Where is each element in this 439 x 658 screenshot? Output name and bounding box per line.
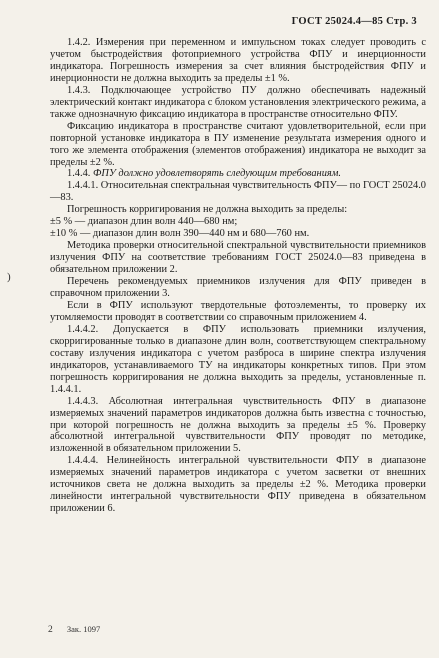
paragraph-1-4-4-4: 1.4.4.4. Нелинейность интегральной чувствительности ФПУ в диапазоне измеряемых значений параметров индикатора с учетом засветки от внешних источников света не должна выходить за пределы ±2 %. Методика проверки линейности интегральной чувствительности ФПУ приведена в обязательном приложении 6. bbox=[50, 455, 426, 515]
range-item-1: ±5 % — диапазон длин волн 440—680 нм; bbox=[50, 216, 238, 228]
margin-mark: ) bbox=[7, 271, 11, 283]
range-item-2: ±10 % — диапазон длин волн 390—440 нм и 680—760 нм. bbox=[50, 228, 310, 240]
document-body bbox=[50, 37, 426, 515]
paragraph-1-4-4-3: 1.4.4.3. Абсолютная интегральная чувствительность ФПУ в диапазоне измеряемых значений параметров индикаторов должна быть известна с точностью, при которой погрешность не должна выходить за пределы ±5 %. Проверку абсолютной интегральной чувствительности ФПУ проводят по методике, изложенной в обязательном приложении 5. bbox=[50, 395, 426, 455]
paragraph-1-4-4-1: 1.4.4.1. Относительная спектральная чувствительность ФПУ— по ГОСТ 25024.0—83. bbox=[50, 180, 427, 204]
paragraph-fixation: Фиксацию индикатора в пространстве считают удовлетворительной, если при повторной установке индикатора в ПУ изменение результата измерения одного и того же элемента отображения (элементов отображения) индикатора не выходит за пределы ±2 %. bbox=[50, 120, 426, 168]
running-head: ГОСТ 25024.4—85 Стр. 3 bbox=[291, 16, 417, 27]
paragraph-receivers-list: Перечень рекомендуемых приемников излучения для ФПУ приведен в справочном приложении 3. bbox=[50, 276, 426, 300]
footer-order-number: Зак. 1097 bbox=[66, 624, 101, 634]
paragraph-correction-limits: Погрешность корригирования не должна выходить за пределы: bbox=[67, 204, 348, 216]
paragraph-method-check: Методика проверки относительной спектральной чувствительности приемников излучения ФПУ на соответствие требованиям ГОСТ 25024.0—83 приведена в обязательном приложении 2. bbox=[50, 240, 426, 276]
page-footer bbox=[48, 624, 100, 635]
paragraph-1-4-4-2: 1.4.4.2. Допускается в ФПУ использовать приемники излучения, скорригированные только в диапазоне длин волн, соответствующем спектральному составу излучения индикатора с учетом разброса в ширине спектра излучения индикаторов, устанавливаемого ТУ на индикаторы конкретных типов. При этом погрешность корригирования не должна выходить за пределы, установленные п. 1.4.4.1. bbox=[50, 323, 426, 395]
footer-page-number: 2 bbox=[48, 625, 53, 635]
paragraph-photocells: Если в ФПУ используют твердотельные фотоэлементы, то проверку их утомляемости проводят в соответствии со справочным приложением 4. bbox=[50, 299, 426, 323]
paragraph-1-4-4-italic: ФПУ должно удовлетворять следующим требованиям. bbox=[92, 168, 341, 180]
paragraph-1-4-3: 1.4.3. Подключающее устройство ПУ должно обеспечивать надежный электрический контакт индикатора с блоком установления электрического режима, а также однозначную фиксацию индикатора в пространстве относительно ФПУ. bbox=[50, 84, 426, 120]
paragraph-1-4-4 bbox=[50, 168, 426, 180]
paragraph-1-4-4-number: 1.4.4. bbox=[67, 168, 93, 180]
paragraph-1-4-2: 1.4.2. Измерения при переменном и импульсном токах следует проводить с учетом быстродействия фотоприемного устройства ФПУ и инерционности индикатора. Погрешность измерения за счет влияния быстродействия ФПУ и инерционности не должна выходить за пределы ±1 %. bbox=[50, 37, 426, 84]
